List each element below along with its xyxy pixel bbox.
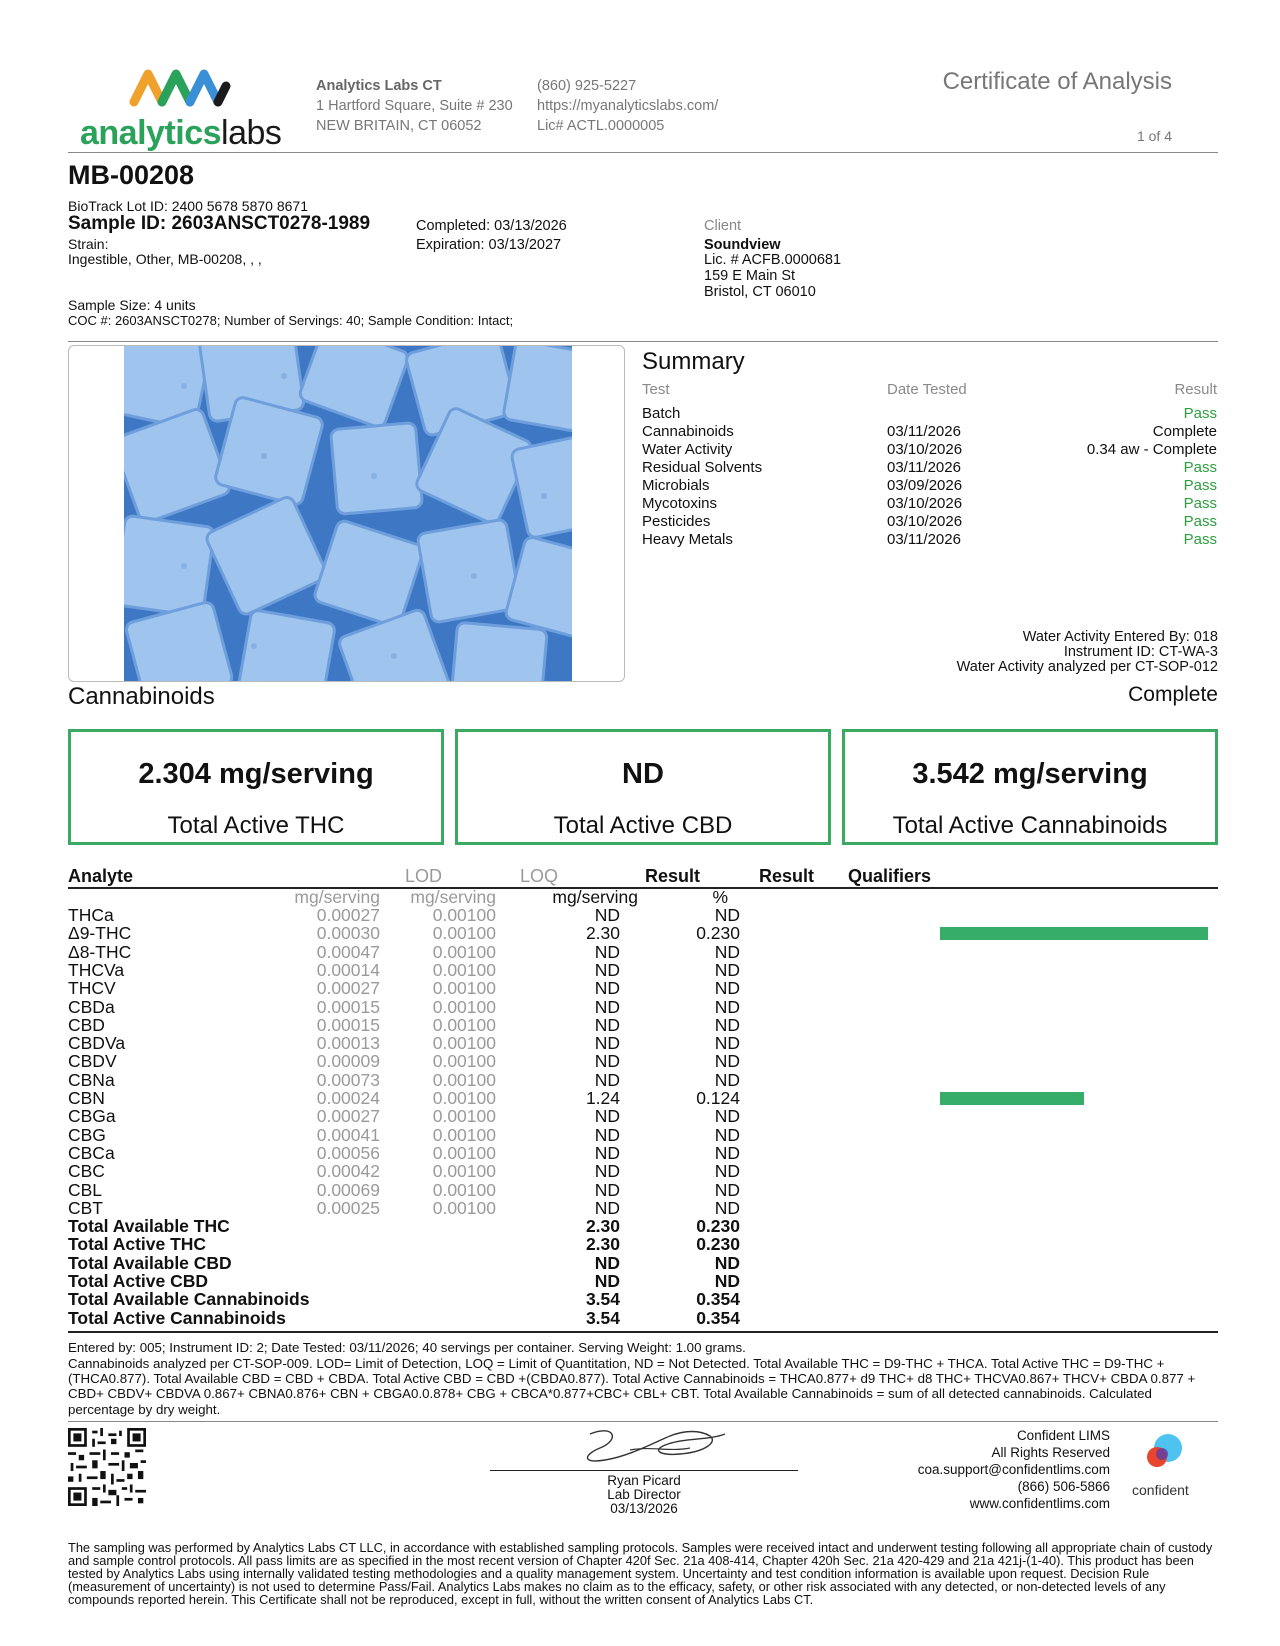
metric-value: ND <box>622 758 664 790</box>
analyte-loq: 0.00100 <box>432 941 496 962</box>
analyte-result-pct: ND <box>714 1124 740 1145</box>
analyte-loq: 0.00100 <box>432 1069 496 1090</box>
summary-row <box>642 405 1217 423</box>
summary-row <box>642 423 1217 441</box>
analyte-loq: 0.00100 <box>432 1033 496 1054</box>
summary-result: Pass <box>1183 459 1217 476</box>
analyte-row <box>68 1144 1218 1162</box>
client-address-line1: 159 E Main St <box>704 268 796 284</box>
total-result-mg: 2.30 <box>585 1234 620 1255</box>
analyte-result-mg: ND <box>594 1014 620 1035</box>
analyte-result-pct: ND <box>714 1051 740 1072</box>
lab-name: Analytics Labs CT <box>316 78 442 94</box>
analyte-row <box>68 1162 1218 1180</box>
analyte-name: CBNa <box>68 1069 115 1090</box>
analyte-lod: 0.00041 <box>316 1124 380 1145</box>
metric-label: Total Active Cannabinoids <box>892 812 1168 839</box>
logo-text-analytics: analytics <box>80 114 222 152</box>
analyte-lod: 0.00015 <box>316 996 380 1017</box>
analyte-result-mg: ND <box>594 905 620 925</box>
analyte-result-pct: ND <box>714 1179 740 1200</box>
summary-test: Pesticides <box>642 513 711 530</box>
summary-row <box>642 531 1217 549</box>
analyte-lod: 0.00009 <box>316 1051 380 1072</box>
metric-value: 2.304 mg/serving <box>138 758 374 790</box>
summary-result: Pass <box>1183 531 1217 548</box>
col-header-qualifiers: Qualifiers <box>848 866 932 886</box>
analyte-loq: 0.00100 <box>432 923 496 944</box>
analyte-loq: 0.00100 <box>432 1106 496 1127</box>
analyte-row <box>68 943 1218 961</box>
analyte-name: CBD <box>68 1014 105 1035</box>
analyte-name: CBT <box>68 1197 103 1218</box>
analyte-row <box>68 1071 1218 1089</box>
summary-header-row <box>642 381 1217 399</box>
analyte-lod: 0.00069 <box>316 1179 380 1200</box>
unit-lod: mg/serving <box>294 887 380 907</box>
total-row <box>68 1290 1218 1308</box>
analyte-lod: 0.00047 <box>316 941 380 962</box>
analytics-labs-logo-icon <box>128 64 236 108</box>
analyte-result-pct: 0.124 <box>696 1088 740 1108</box>
analyte-name: THCV <box>68 978 116 999</box>
analyte-loq: 0.00100 <box>432 959 496 980</box>
analyte-lod: 0.00013 <box>316 1033 380 1054</box>
analyte-row <box>68 1052 1218 1070</box>
analyte-lod: 0.00025 <box>316 1197 380 1218</box>
summary-row <box>642 495 1217 513</box>
completed-date: Completed: 03/13/2026 <box>416 218 567 234</box>
summary-test: Mycotoxins <box>642 495 718 512</box>
analyte-name: CBDV <box>68 1051 117 1072</box>
sample-code: MB-00208 <box>68 160 195 190</box>
document-title: Certificate of Analysis <box>942 68 1172 95</box>
logo-text-labs: labs <box>221 114 282 152</box>
summary-row <box>642 459 1217 477</box>
col-header-analyte: Analyte <box>68 866 134 886</box>
analyte-lod: 0.00027 <box>316 978 380 999</box>
analyte-row <box>68 961 1218 979</box>
analyte-result-mg: ND <box>594 941 620 962</box>
total-name: Total Available Cannabinoids <box>68 1289 310 1310</box>
cannabinoids-entry-note: Entered by: 005; Instrument ID: 2; Date Tested: 03/11/2026; 40 servings per container. Serving Weight: 1.00 grams. <box>68 1340 746 1355</box>
total-name: Total Active THC <box>68 1234 207 1255</box>
qr-code-icon[interactable] <box>68 1428 146 1506</box>
summary-date: 03/11/2026 <box>887 459 961 476</box>
summary-test: Microbials <box>642 477 710 494</box>
analyte-result-pct: ND <box>714 1014 740 1035</box>
analyte-name: CBDVa <box>68 1033 126 1054</box>
analyte-result-mg: ND <box>594 1142 620 1163</box>
analyte-loq: 0.00100 <box>432 1124 496 1145</box>
summary-row <box>642 513 1217 531</box>
summary-row <box>642 441 1217 459</box>
analyte-name: CBL <box>68 1179 103 1200</box>
confident-rights: All Rights Reserved <box>991 1445 1110 1460</box>
summary-title: Summary <box>642 348 745 375</box>
units-row <box>68 888 1218 906</box>
analyte-loq: 0.00100 <box>432 905 496 925</box>
strain: Strain: <box>68 236 109 252</box>
disclaimer: The sampling was performed by Analytics Labs CT LLC, in accordance with established sampling protocols. Samples were received intact and underwent testing following all appropriate chain of custody and sample control protocols. All pass limits are as specified in the most recent version of Chapter 420f Sec. 21a 408-414, Chapter 420h Sec. 21a 420-429 and 21a 421j-(1-40). This product has been tested by Analytics Labs using internally validated testing methodologies and a quality management system. Uncertainty and test condition information is available upon request. Decision Rule (measurement of uncertainty) is not used to determine Pass/Fail. Analytics Labs makes no claim as to the efficacy, safety, or other risk associated with any detected, or non-detected levels of any compounds reported herein. This Certificate shall not be reproduced, except in full, without the written consent of Analytics Labs CT. <box>68 1540 1213 1607</box>
metric-label: Total Active THC <box>167 812 345 839</box>
analyte-lod: 0.00042 <box>316 1161 380 1182</box>
analyte-result-mg: ND <box>594 1033 620 1054</box>
water-activity-instrument: Instrument ID: CT-WA-3 <box>1063 644 1218 660</box>
total-result-pct: 0.354 <box>696 1307 740 1328</box>
total-result-pct: 0.230 <box>696 1234 740 1255</box>
analyte-loq: 0.00100 <box>432 1197 496 1218</box>
summary-test: Water Activity <box>642 441 733 458</box>
lab-info <box>316 76 513 136</box>
header-divider <box>68 152 1218 153</box>
total-name: Total Active Cannabinoids <box>68 1307 286 1328</box>
cannabinoids-status: Complete <box>1128 683 1218 706</box>
lab-address-line2: NEW BRITAIN, CT 06052 <box>316 118 482 134</box>
col-header-result-pct: Result <box>758 866 814 886</box>
analyte-loq: 0.00100 <box>432 1014 496 1035</box>
coc-info: COC #: 2603ANSCT0278; Number of Servings: 40; Sample Condition: Intact; <box>68 313 514 328</box>
analyte-result-pct: ND <box>714 941 740 962</box>
col-header-loq: LOQ <box>519 866 558 886</box>
metric-value: 3.542 mg/serving <box>912 758 1148 790</box>
analyte-row <box>68 1199 1218 1217</box>
analyte-result-mg: 2.30 <box>585 923 620 944</box>
analyte-name: Δ8-THC <box>68 941 132 962</box>
analyte-row <box>68 1016 1218 1034</box>
analyte-lod: 0.00030 <box>316 923 380 944</box>
col-header-result-mg: Result <box>644 866 700 886</box>
analyte-result-pct: ND <box>714 1142 740 1163</box>
summary-header-test: Test <box>642 381 670 398</box>
metric-total-active-thc <box>68 729 444 845</box>
analyte-result-mg: ND <box>594 1197 620 1218</box>
logo-wordmark <box>80 114 281 153</box>
table-bottom-divider <box>68 1331 1218 1333</box>
sample-size: Sample Size: 4 units <box>68 297 196 313</box>
analyte-result-mg: ND <box>594 1161 620 1182</box>
analyte-lod: 0.00073 <box>316 1069 380 1090</box>
qualifier-bar <box>940 927 1208 940</box>
summary-result: Pass <box>1183 495 1217 512</box>
total-result-mg: 3.54 <box>585 1289 620 1310</box>
analyte-lod: 0.00024 <box>316 1088 380 1108</box>
confident-lims-name: Confident LIMS <box>1016 1428 1110 1443</box>
analyte-loq: 0.00100 <box>432 1051 496 1072</box>
analyte-loq: 0.00100 <box>432 1179 496 1200</box>
analyte-name: CBN <box>68 1088 105 1108</box>
signer-title: Lab Director <box>607 1487 681 1502</box>
analyte-name: CBG <box>68 1124 106 1145</box>
confident-email[interactable]: coa.support@confidentlims.com <box>917 1462 1110 1477</box>
summary-date: 03/11/2026 <box>887 423 961 440</box>
confident-website[interactable]: www.confidentlims.com <box>969 1496 1110 1511</box>
analyte-result-pct: ND <box>714 996 740 1017</box>
lab-license: Lic# ACTL.0000005 <box>537 118 665 134</box>
analyte-result-mg: ND <box>594 996 620 1017</box>
confident-logo-icon <box>1140 1432 1188 1476</box>
summary-result: Complete <box>1152 423 1217 440</box>
metric-label: Total Active CBD <box>553 812 733 839</box>
analyte-loq: 0.00100 <box>432 1161 496 1182</box>
water-activity-entered-by: Water Activity Entered By: 018 <box>1022 629 1218 645</box>
expiration-date: Expiration: 03/13/2027 <box>416 237 562 253</box>
analyte-result-pct: 0.230 <box>696 923 740 944</box>
analyte-lod: 0.00027 <box>316 1106 380 1127</box>
analyte-result-mg: ND <box>594 959 620 980</box>
summary-date: 03/10/2026 <box>887 513 963 530</box>
analyte-result-pct: ND <box>714 978 740 999</box>
analyte-name: CBGa <box>68 1106 116 1127</box>
summary-test: Cannabinoids <box>642 423 734 440</box>
cannabinoids-title: Cannabinoids <box>68 683 215 710</box>
total-row <box>68 1217 1218 1235</box>
summary-date: 03/10/2026 <box>887 495 963 512</box>
metric-total-active-cannabinoids <box>842 729 1218 845</box>
summary-header-result: Result <box>1174 381 1217 398</box>
analyte-lod: 0.00027 <box>316 905 380 925</box>
analyte-row <box>68 1034 1218 1052</box>
analyte-name: Δ9-THC <box>68 923 132 944</box>
summary-test: Residual Solvents <box>642 459 763 476</box>
analyte-loq: 0.00100 <box>432 978 496 999</box>
summary-result: Pass <box>1183 405 1217 422</box>
total-result-pct: ND <box>714 1252 740 1273</box>
analyte-row <box>68 979 1218 997</box>
sample-id: Sample ID: 2603ANSCT0278-1989 <box>68 213 371 234</box>
biotrack-lot-id: BioTrack Lot ID: 2400 5678 5870 8671 <box>68 198 308 214</box>
analyte-row <box>68 1126 1218 1144</box>
lab-contact <box>537 76 718 136</box>
analyte-result-pct: ND <box>714 905 740 925</box>
sample-photo-frame <box>68 345 625 682</box>
summary-date: 03/09/2026 <box>887 477 963 494</box>
metric-total-active-cbd <box>455 729 831 845</box>
total-row <box>68 1309 1218 1327</box>
analyte-loq: 0.00100 <box>432 1142 496 1163</box>
summary-date: 03/11/2026 <box>887 531 961 548</box>
analyte-result-mg: ND <box>594 1179 620 1200</box>
analyte-result-mg: ND <box>594 1069 620 1090</box>
client-address-line2: Bristol, CT 06010 <box>704 284 816 300</box>
analyte-row <box>68 998 1218 1016</box>
analyte-result-pct: ND <box>714 1069 740 1090</box>
analyte-lod: 0.00015 <box>316 1014 380 1035</box>
unit-result-pct: % <box>712 887 728 907</box>
total-row <box>68 1254 1218 1272</box>
sample-divider <box>68 341 1218 342</box>
analyte-name: CBCa <box>68 1142 115 1163</box>
analyte-name: THCVa <box>68 959 125 980</box>
analyte-result-pct: ND <box>714 1106 740 1127</box>
total-row <box>68 1272 1218 1290</box>
analyte-result-pct: ND <box>714 1033 740 1054</box>
summary-result: Pass <box>1183 477 1217 494</box>
total-result-mg: 3.54 <box>585 1307 620 1328</box>
analyte-name: THCa <box>68 905 114 925</box>
total-result-pct: ND <box>714 1271 740 1291</box>
total-name: Total Available THC <box>68 1216 230 1237</box>
summary-test: Heavy Metals <box>642 531 733 548</box>
lab-address-line1: 1 Hartford Square, Suite # 230 <box>316 98 513 114</box>
analyte-row <box>68 1107 1218 1125</box>
client-label: Client <box>704 218 742 234</box>
analyte-result-pct: ND <box>714 959 740 980</box>
sample-type: Ingestible, Other, MB-00208, , , <box>68 251 262 267</box>
confident-phone: (866) 506-5866 <box>1017 1479 1110 1494</box>
lab-phone: (860) 925-5227 <box>537 78 637 94</box>
signature-date: 03/13/2026 <box>610 1501 678 1516</box>
analyte-name: CBDa <box>68 996 115 1017</box>
sample-photo <box>124 346 572 681</box>
confident-logo-text: confident <box>1132 1482 1189 1498</box>
total-row <box>68 1235 1218 1253</box>
total-name: Total Available CBD <box>68 1252 232 1273</box>
summary-result: Pass <box>1183 513 1217 530</box>
analyte-loq: 0.00100 <box>432 996 496 1017</box>
summary-test: Batch <box>642 405 681 422</box>
total-result-pct: 0.354 <box>696 1289 740 1310</box>
summary-result: 0.34 aw - Complete <box>1086 441 1217 458</box>
total-result-mg: 2.30 <box>585 1216 620 1237</box>
summary-row <box>642 477 1217 495</box>
analyte-name: CBC <box>68 1161 105 1182</box>
cannabinoids-method-note: Cannabinoids analyzed per CT-SOP-009. LOD= Limit of Detection, LOQ = Limit of Quantitation, ND = Not Detected. Total Available THC = D9-THC + THCA. Total Active THC = D9-THC + (THCA0.877). Total Available CBD = CBD + CBDA. Total Active CBD = CBD +(CBDA0.877). Total Active Cannabinoids = THCA0.877+ d9 THC+ d8 THC+ THCVA0.867+ THCV+ CBDA 0.877 + CBD+ CBDV+ CBDVA 0.867+ CBNA0.876+ CBN + CBGA0.0.878+ CBG + CBCA*0.877+CBC+ CBL+ CBT. Total Available Cannabinoids = sum of all detected cannabinoids. Calculated percentage by dry weight. <box>68 1356 1196 1417</box>
analyte-result-pct: ND <box>714 1161 740 1182</box>
qualifier-bar <box>940 1092 1084 1105</box>
lab-website[interactable]: https://myanalyticslabs.com/ <box>537 98 719 114</box>
analyte-result-mg: 1.24 <box>585 1088 620 1108</box>
analyte-row <box>68 1181 1218 1199</box>
signature-line <box>490 1470 798 1471</box>
total-result-mg: ND <box>594 1271 620 1291</box>
analyte-result-mg: ND <box>594 1106 620 1127</box>
analyte-result-mg: ND <box>594 1124 620 1145</box>
page-number: 1 of 4 <box>1136 128 1172 144</box>
col-header-lod: LOD <box>404 866 442 886</box>
analyte-loq: 0.00100 <box>432 1088 496 1108</box>
summary-date: 03/10/2026 <box>887 441 963 458</box>
total-name: Total Active CBD <box>68 1271 209 1291</box>
analyte-lod: 0.00014 <box>316 959 380 980</box>
analyte-result-mg: ND <box>594 978 620 999</box>
total-result-mg: ND <box>594 1252 620 1273</box>
signer-name: Ryan Picard <box>607 1473 681 1488</box>
analyte-result-mg: ND <box>594 1051 620 1072</box>
client-name: Soundview <box>704 237 781 253</box>
analyte-row <box>68 906 1218 924</box>
client-license: Lic. # ACFB.0000681 <box>704 252 842 268</box>
analyte-lod: 0.00056 <box>316 1142 380 1163</box>
signature-icon <box>560 1420 730 1468</box>
total-result-pct: 0.230 <box>696 1216 740 1237</box>
unit-result-mg: mg/serving <box>552 887 638 907</box>
analyte-result-pct: ND <box>714 1197 740 1218</box>
summary-header-date: Date Tested <box>887 381 967 398</box>
water-activity-sop: Water Activity analyzed per CT-SOP-012 <box>956 659 1218 675</box>
unit-loq: mg/serving <box>410 887 496 907</box>
